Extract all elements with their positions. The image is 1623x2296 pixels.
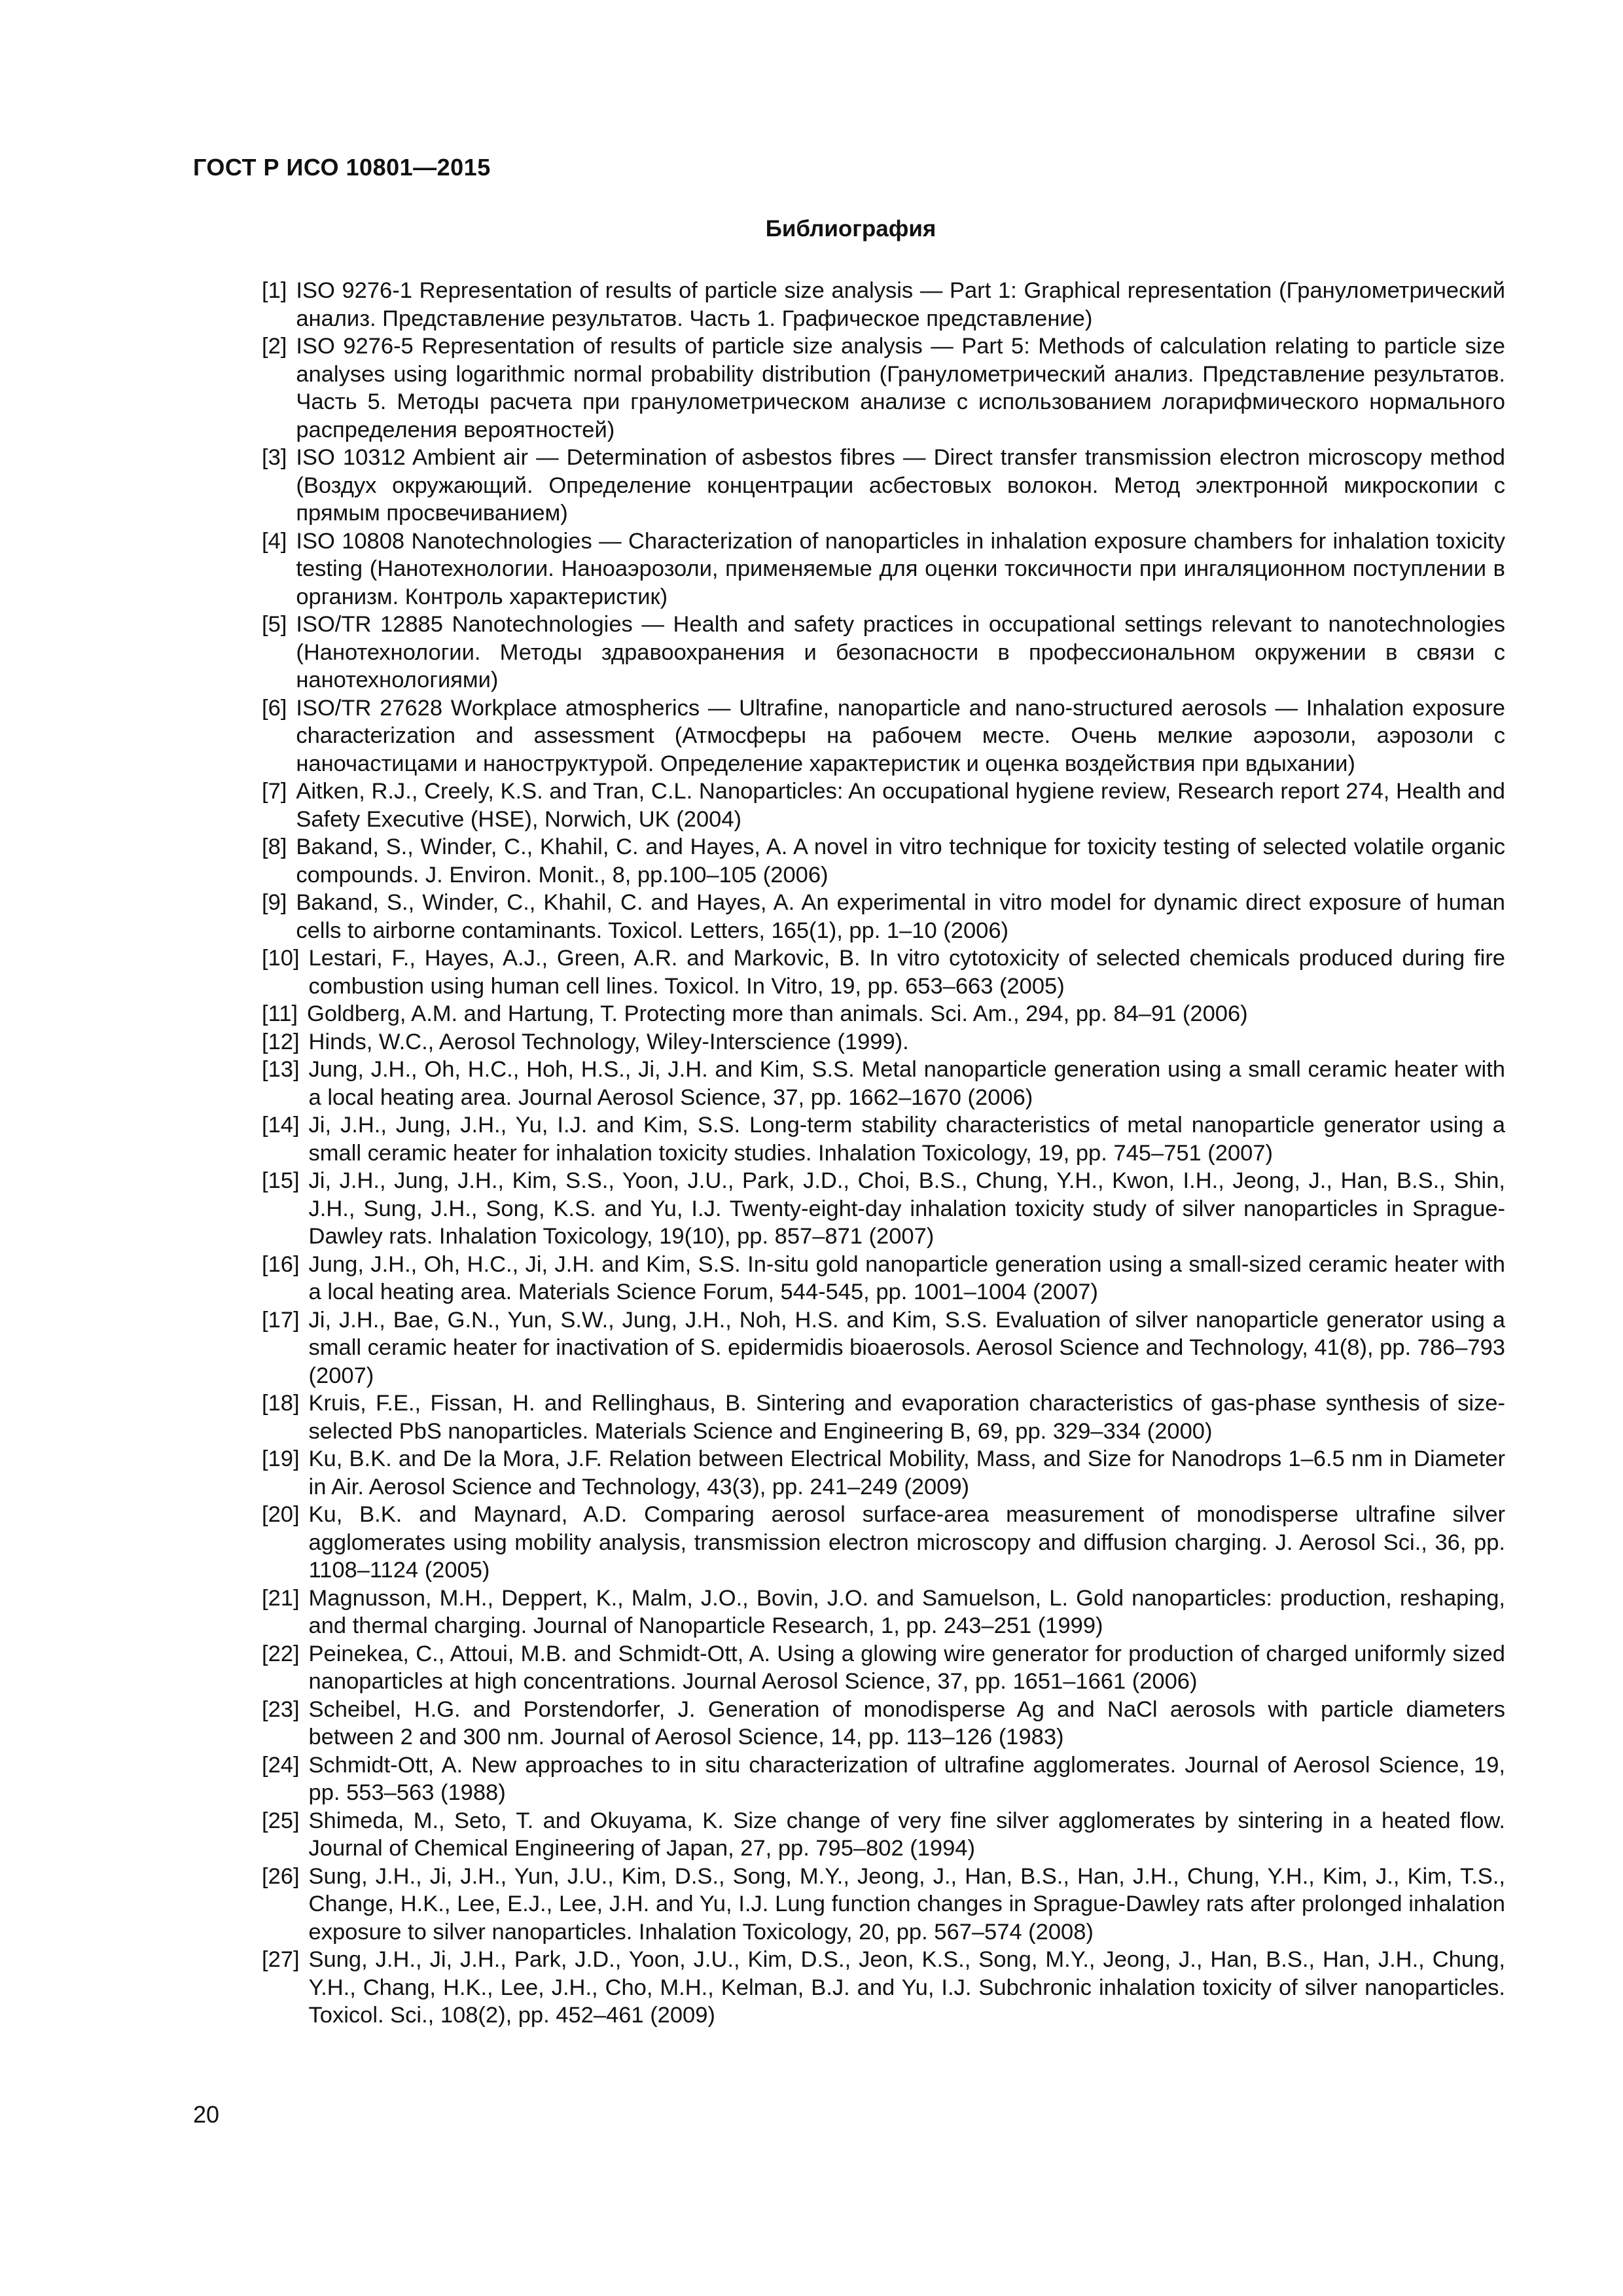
bibliography-entry	[262, 1696, 1505, 1751]
entry-text: Sung, J.H., Ji, J.H., Park, J.D., Yoon, J.U., Kim, D.S., Jeon, K.S., Song, M.Y., Jeong, J., Han, B.S., Han, J.H., Chung, Y.H., Chang, H.K., Lee, J.H., Cho, M.H., Kelman, B.J. and Yu, I.J. Subchronic inhalation toxicity of silver nanoparticles. Toxicol. Sci., 108(2), pp. 452–461 (2009)	[308, 1947, 1505, 2028]
entry-text: ISO/TR 12885 Nanotechnologies — Health and safety practices in occupational settings relevant to nanotechnologies (Нанотехнологии. Методы здравоохранения и безопасности в профессиональном окружении в связи с нанотехнологиями)	[296, 612, 1505, 692]
entry-text: Ku, B.K. and Maynard, A.D. Comparing aerosol surface-area measurement of monodisperse ultrafine silver agglomerates using mobility analysis, transmission electron microscopy and diffusion charging. J. Aerosol Sci., 36, pp. 1108–1124 (2005)	[308, 1502, 1505, 1583]
document-header: ГОСТ Р ИСО 10801—2015	[193, 154, 491, 181]
bibliography-entry	[262, 833, 1505, 889]
entry-number: [25]	[262, 1808, 300, 1833]
entry-number: [16]	[262, 1251, 300, 1277]
bibliography-entry	[262, 1251, 1505, 1306]
entry-text: Lestari, F., Hayes, A.J., Green, A.R. and Markovic, B. In vitro cytotoxicity of selected chemicals produced during fire combustion using human cell lines. Toxicol. In Vitro, 19, pp. 653–663 (2005)	[308, 946, 1505, 999]
bibliography-entry	[262, 1946, 1505, 2030]
entry-number: [3]	[262, 445, 287, 470]
bibliography-entry	[262, 944, 1505, 1000]
entry-number: [19]	[262, 1446, 300, 1471]
entry-number: [10]	[262, 946, 300, 971]
bibliography-entry	[262, 1000, 1505, 1028]
entry-number: [9]	[262, 890, 287, 915]
bibliography-entry	[262, 1751, 1505, 1807]
entry-text: Ji, J.H., Jung, J.H., Yu, I.J. and Kim, S.S. Long-term stability characteristics of metal nanoparticle generator using a small ceramic heater for inhalation toxicity studies. Inhalation Toxicology, 19, pp. 745–751 (2007)	[308, 1113, 1505, 1166]
entry-number: [14]	[262, 1113, 300, 1138]
entry-number: [27]	[262, 1947, 300, 1972]
bibliography-title: Библиография	[765, 216, 936, 242]
bibliography-entry	[262, 1390, 1505, 1445]
entry-text: Shimeda, M., Seto, T. and Okuyama, K. Size change of very fine silver agglomerates by sintering in a heated flow. Journal of Chemical Engineering of Japan, 27, pp. 795–802 (1994)	[308, 1808, 1505, 1861]
entry-number: [7]	[262, 779, 287, 804]
bibliography-entry	[262, 1807, 1505, 1863]
entry-number: [1]	[262, 278, 287, 303]
entry-text: ISO 9276-1 Representation of results of particle size analysis — Part 1: Graphical representation (Гранулометрический анализ. Представление результатов. Часть 1. Графическое представление)	[296, 278, 1505, 331]
bibliography-entry	[262, 611, 1505, 694]
entry-number: [20]	[262, 1502, 300, 1527]
entry-number: [13]	[262, 1057, 300, 1082]
entry-text: Aitken, R.J., Creely, K.S. and Tran, C.L. Nanoparticles: An occupational hygiene review, Research report 274, Health and Safety Executive (HSE), Norwich, UK (2004)	[296, 779, 1505, 832]
entry-number: [2]	[262, 334, 287, 359]
bibliography-entry	[262, 694, 1505, 778]
entry-text: Bakand, S., Winder, C., Khahil, C. and Hayes, A. An experimental in vitro model for dynamic direct exposure of human cells to airborne contaminants. Toxicol. Letters, 165(1), pp. 1–10 (2006)	[296, 890, 1505, 943]
entry-number: [15]	[262, 1168, 300, 1193]
page-number: 20	[193, 2101, 220, 2128]
entry-text: Goldberg, A.M. and Hartung, T. Protecting more than animals. Sci. Am., 294, pp. 84–91 (2006)	[306, 1001, 1248, 1026]
entry-text: ISO 10808 Nanotechnologies — Characterization of nanoparticles in inhalation exposure chambers for inhalation toxicity testing (Нанотехнологии. Наноаэрозоли, применяемые для оценки токсичности при ингаляционном поступлении в организм. Контроль характеристик)	[296, 528, 1505, 609]
entry-text: Kruis, F.E., Fissan, H. and Rellinghaus, B. Sintering and evaporation characteristics of gas-phase synthesis of size-selected PbS nanoparticles. Materials Science and Engineering B, 69, pp. 329–334 (2000)	[308, 1391, 1505, 1444]
bibliography-entry	[262, 1640, 1505, 1696]
bibliography-entry	[262, 889, 1505, 944]
entry-text: Ji, J.H., Bae, G.N., Yun, S.W., Jung, J.H., Noh, H.S. and Kim, S.S. Evaluation of silver nanoparticle generator using a small ceramic heater for inactivation of S. epidermidis bioaerosols. Aerosol Science and Technology, 41(8), pp. 786–793 (2007)	[308, 1307, 1505, 1388]
entry-text: ISO 9276-5 Representation of results of particle size analysis — Part 5: Methods of calculation relating to particle size analyses using logarithmic normal probability distribution (Гранулометрический анализ. Представление результатов. Часть 5. Методы расчета при гранулометрическом анализе с использованием логарифмического нормального распределения вероятностей)	[296, 334, 1505, 442]
entry-number: [21]	[262, 1585, 300, 1611]
bibliography-entry	[262, 1306, 1505, 1390]
entry-number: [6]	[262, 695, 287, 721]
entry-text: Schmidt-Ott, A. New approaches to in situ characterization of ultrafine agglomerates. Journal of Aerosol Science, 19, pp. 553–563 (1988)	[308, 1752, 1505, 1805]
bibliography-entry	[262, 1585, 1505, 1640]
bibliography-entry	[262, 1167, 1505, 1251]
entry-text: Jung, J.H., Oh, H.C., Ji, J.H. and Kim, S.S. In-situ gold nanoparticle generation using a small-sized ceramic heater with a local heating area. Materials Science Forum, 544-545, pp. 1001–1004 (2007)	[308, 1251, 1505, 1304]
bibliography-entry	[262, 528, 1505, 611]
bibliography-entry	[262, 332, 1505, 444]
entry-text: Sung, J.H., Ji, J.H., Yun, J.U., Kim, D.S., Song, M.Y., Jeong, J., Han, B.S., Han, J.H., Chung, Y.H., Kim, J., Kim, T.S., Change, H.K., Lee, E.J., Lee, J.H. and Yu, I.J. Lung function changes in Sprague-Dawley rats after prolonged inhalation exposure to silver nanoparticles. Inhalation Toxicology, 20, pp. 567–574 (2008)	[308, 1863, 1505, 1945]
bibliography-entry	[262, 1445, 1505, 1501]
entry-text: ISO 10312 Ambient air — Determination of asbestos fibres — Direct transfer transmission electron microscopy method (Воздух окружающий. Определение концентрации асбестовых волокон. Метод электронной микроскопии с прямым просвечиванием)	[296, 445, 1505, 526]
entry-text: Ku, B.K. and De la Mora, J.F. Relation between Electrical Mobility, Mass, and Size for Nanodrops 1–6.5 nm in Diameter in Air. Aerosol Science and Technology, 43(3), pp. 241–249 (2009)	[308, 1446, 1505, 1499]
bibliography-entry	[262, 1028, 1505, 1056]
bibliography-entry	[262, 277, 1505, 332]
entry-text: Bakand, S., Winder, C., Khahil, C. and Hayes, A. A novel in vitro technique for toxicity testing of selected volatile organic compounds. J. Environ. Monit., 8, pp.100–105 (2006)	[296, 834, 1505, 888]
bibliography-entry	[262, 1056, 1505, 1111]
bibliography-entry	[262, 778, 1505, 833]
entry-number: [17]	[262, 1307, 300, 1333]
entry-number: [18]	[262, 1391, 300, 1416]
entry-number: [24]	[262, 1752, 300, 1778]
entry-text: Ji, J.H., Jung, J.H., Kim, S.S., Yoon, J.U., Park, J.D., Choi, B.S., Chung, Y.H., Kwon, I.H., Jeong, J., Han, B.S., Shin, J.H., Sung, J.H., Song, K.S. and Yu, I.J. Twenty-eight-day inhalation toxicity study of silver nanoparticles in Sprague-Dawley rats. Inhalation Toxicology, 19(10), pp. 857–871 (2007)	[308, 1168, 1505, 1249]
bibliography-list	[262, 277, 1505, 2030]
entry-number: [5]	[262, 612, 287, 637]
entry-number: [26]	[262, 1863, 300, 1889]
bibliography-entry	[262, 1863, 1505, 1946]
bibliography-entry	[262, 444, 1505, 528]
entry-text: Peinekea, C., Attoui, M.B. and Schmidt-Ott, A. Using a glowing wire generator for production of charged uniformly sized nanoparticles at high concentrations. Journal Aerosol Science, 37, pp. 1651–1661 (2006)	[308, 1641, 1505, 1694]
bibliography-entry	[262, 1501, 1505, 1585]
entry-number: [11]	[262, 1001, 298, 1026]
entry-text: Scheibel, H.G. and Porstendorfer, J. Generation of monodisperse Ag and NaCl aerosols with particle diameters between 2 and 300 nm. Journal of Aerosol Science, 14, pp. 113–126 (1983)	[308, 1696, 1505, 1749]
entry-number: [22]	[262, 1641, 300, 1666]
entry-number: [12]	[262, 1029, 300, 1054]
entry-text: Magnusson, M.H., Deppert, K., Malm, J.O., Bovin, J.O. and Samuelson, L. Gold nanoparticles: production, reshaping, and thermal charging. Journal of Nanoparticle Research, 1, pp. 243–251 (1999)	[308, 1585, 1505, 1638]
entry-number: [23]	[262, 1696, 300, 1722]
entry-number: [8]	[262, 834, 287, 859]
entry-number: [4]	[262, 528, 287, 554]
bibliography-entry	[262, 1111, 1505, 1167]
entry-text: ISO/TR 27628 Workplace atmospherics — Ultrafine, nanoparticle and nano-structured aerosols — Inhalation exposure characterization and assessment (Атмосферы на рабочем месте. Очень мелкие аэрозоли, аэрозоли с наночастицами и наноструктурой. Определение характеристик и оценка воздействия при вдыхании)	[296, 695, 1505, 776]
entry-text: Jung, J.H., Oh, H.C., Hoh, H.S., Ji, J.H. and Kim, S.S. Metal nanoparticle generation using a small ceramic heater with a local heating area. Journal Aerosol Science, 37, pp. 1662–1670 (2006)	[308, 1057, 1505, 1110]
entry-text: Hinds, W.C., Aerosol Technology, Wiley-Interscience (1999).	[308, 1029, 909, 1054]
